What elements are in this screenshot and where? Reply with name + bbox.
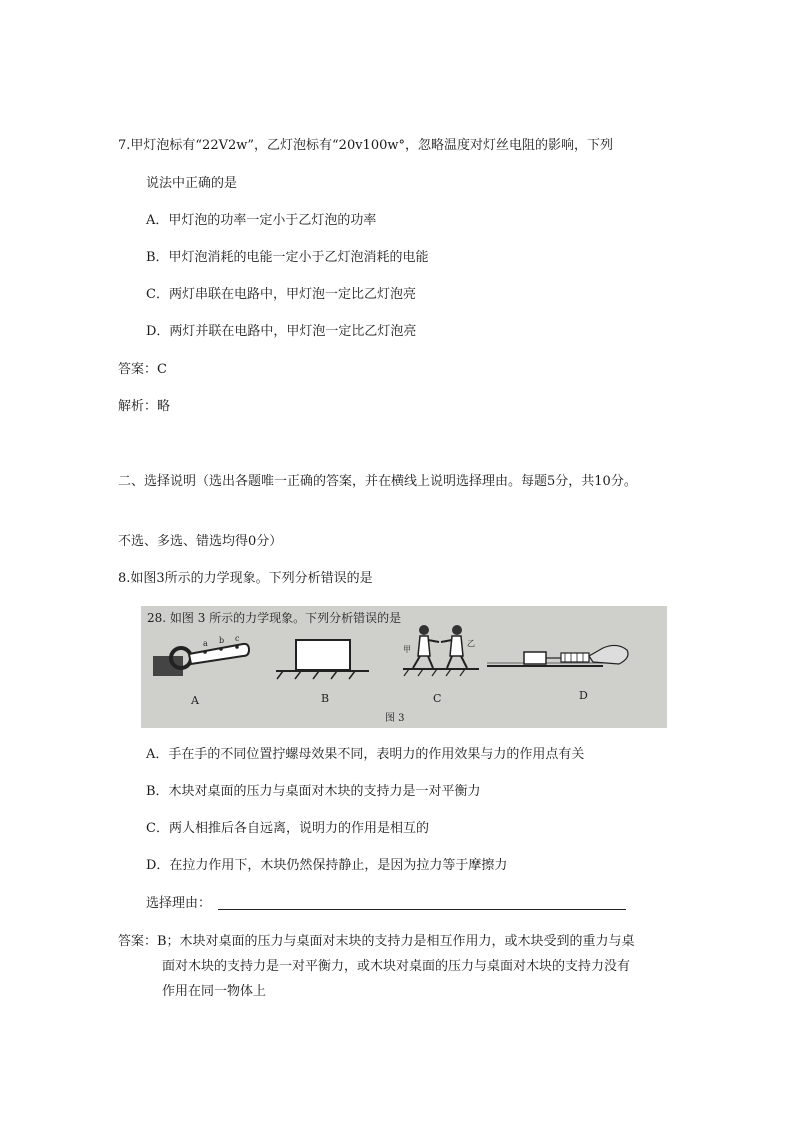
q8-answer-line3: 作用在同一物体上 (162, 984, 267, 999)
q7-stem-line1: 7.甲灯泡标有“22V2w”，乙灯泡标有“20v100w°，忽略温度对灯丝电阻的影响，下列 (118, 138, 613, 153)
q7-stem-line2: 说法中正确的是 (146, 176, 238, 191)
q7-answer: 答案：C (118, 362, 167, 377)
q7-option-d: D．两灯并联在电路中，甲灯泡一定比乙灯泡亮 (146, 324, 417, 339)
figure-a-wrench (153, 634, 249, 676)
figure-c-people (403, 625, 479, 676)
section2-heading-line2: 不选、多选、错选均得0分） (118, 534, 283, 549)
q8-option-d: D．在拉力作用下，木块仍然保持静止，是因为拉力等于摩擦力 (146, 858, 508, 873)
q8-option-a: A．手在手的不同位置拧螺母效果不同，表明力的作用效果与力的作用点有关 (146, 747, 585, 762)
q7-option-a: A．甲灯泡的功率一定小于乙灯泡的功率 (146, 213, 377, 228)
q7-option-c: C．两灯串联在电路中，甲灯泡一定比乙灯泡亮 (146, 287, 416, 302)
figure-d-spring-scale (487, 645, 628, 666)
q8-figure-3 (141, 606, 667, 728)
figure-number-label: 图 3 (385, 713, 405, 724)
figure-label-jia: 甲 (403, 645, 411, 654)
q8-stem: 8.如图3所示的力学现象。下列分析错误的是 (118, 571, 373, 586)
section2-heading-line1: 二、选择说明（选出各题唯一正确的答案，并在横线上说明选择理由。每题5分，共10分。 (118, 474, 637, 489)
q8-reason-label: 选择理由： (146, 896, 212, 911)
figure-label-b-small: b (219, 636, 225, 645)
figure-label-c: C (433, 692, 442, 705)
figure-label-d: D (579, 689, 588, 702)
figure-label-a: A (191, 694, 199, 707)
q7-option-b: B．甲灯泡消耗的电能一定小于乙灯泡消耗的电能 (146, 250, 429, 265)
q8-answer-line1: 答案：B；木块对桌面的压力与桌面对末块的支持力是相互作用力，或木块受到的重力与桌 (118, 934, 635, 949)
figure-label-c-small: c (235, 634, 240, 643)
figure-drawing (141, 606, 667, 728)
q7-analysis: 解析：略 (118, 399, 171, 414)
q8-answer-line2: 面对木块的支持力是一对平衡力，或木块对桌面的压力与桌面对木块的支持力没有 (162, 959, 631, 974)
q8-option-b: B．木块对桌面的压力与桌面对木块的支持力是一对平衡力 (146, 784, 481, 799)
figure-caption-top: 28. 如图 3 所示的力学现象。下列分析错误的是 (147, 611, 402, 625)
q8-option-c: C．两人相推后各自远离，说明力的作用是相互的 (146, 821, 429, 836)
figure-b-block (276, 640, 369, 679)
q8-reason-blank-line (218, 909, 626, 910)
figure-label-yi: 乙 (467, 639, 475, 648)
figure-label-b: B (321, 692, 330, 705)
figure-label-a-small: a (203, 639, 208, 648)
